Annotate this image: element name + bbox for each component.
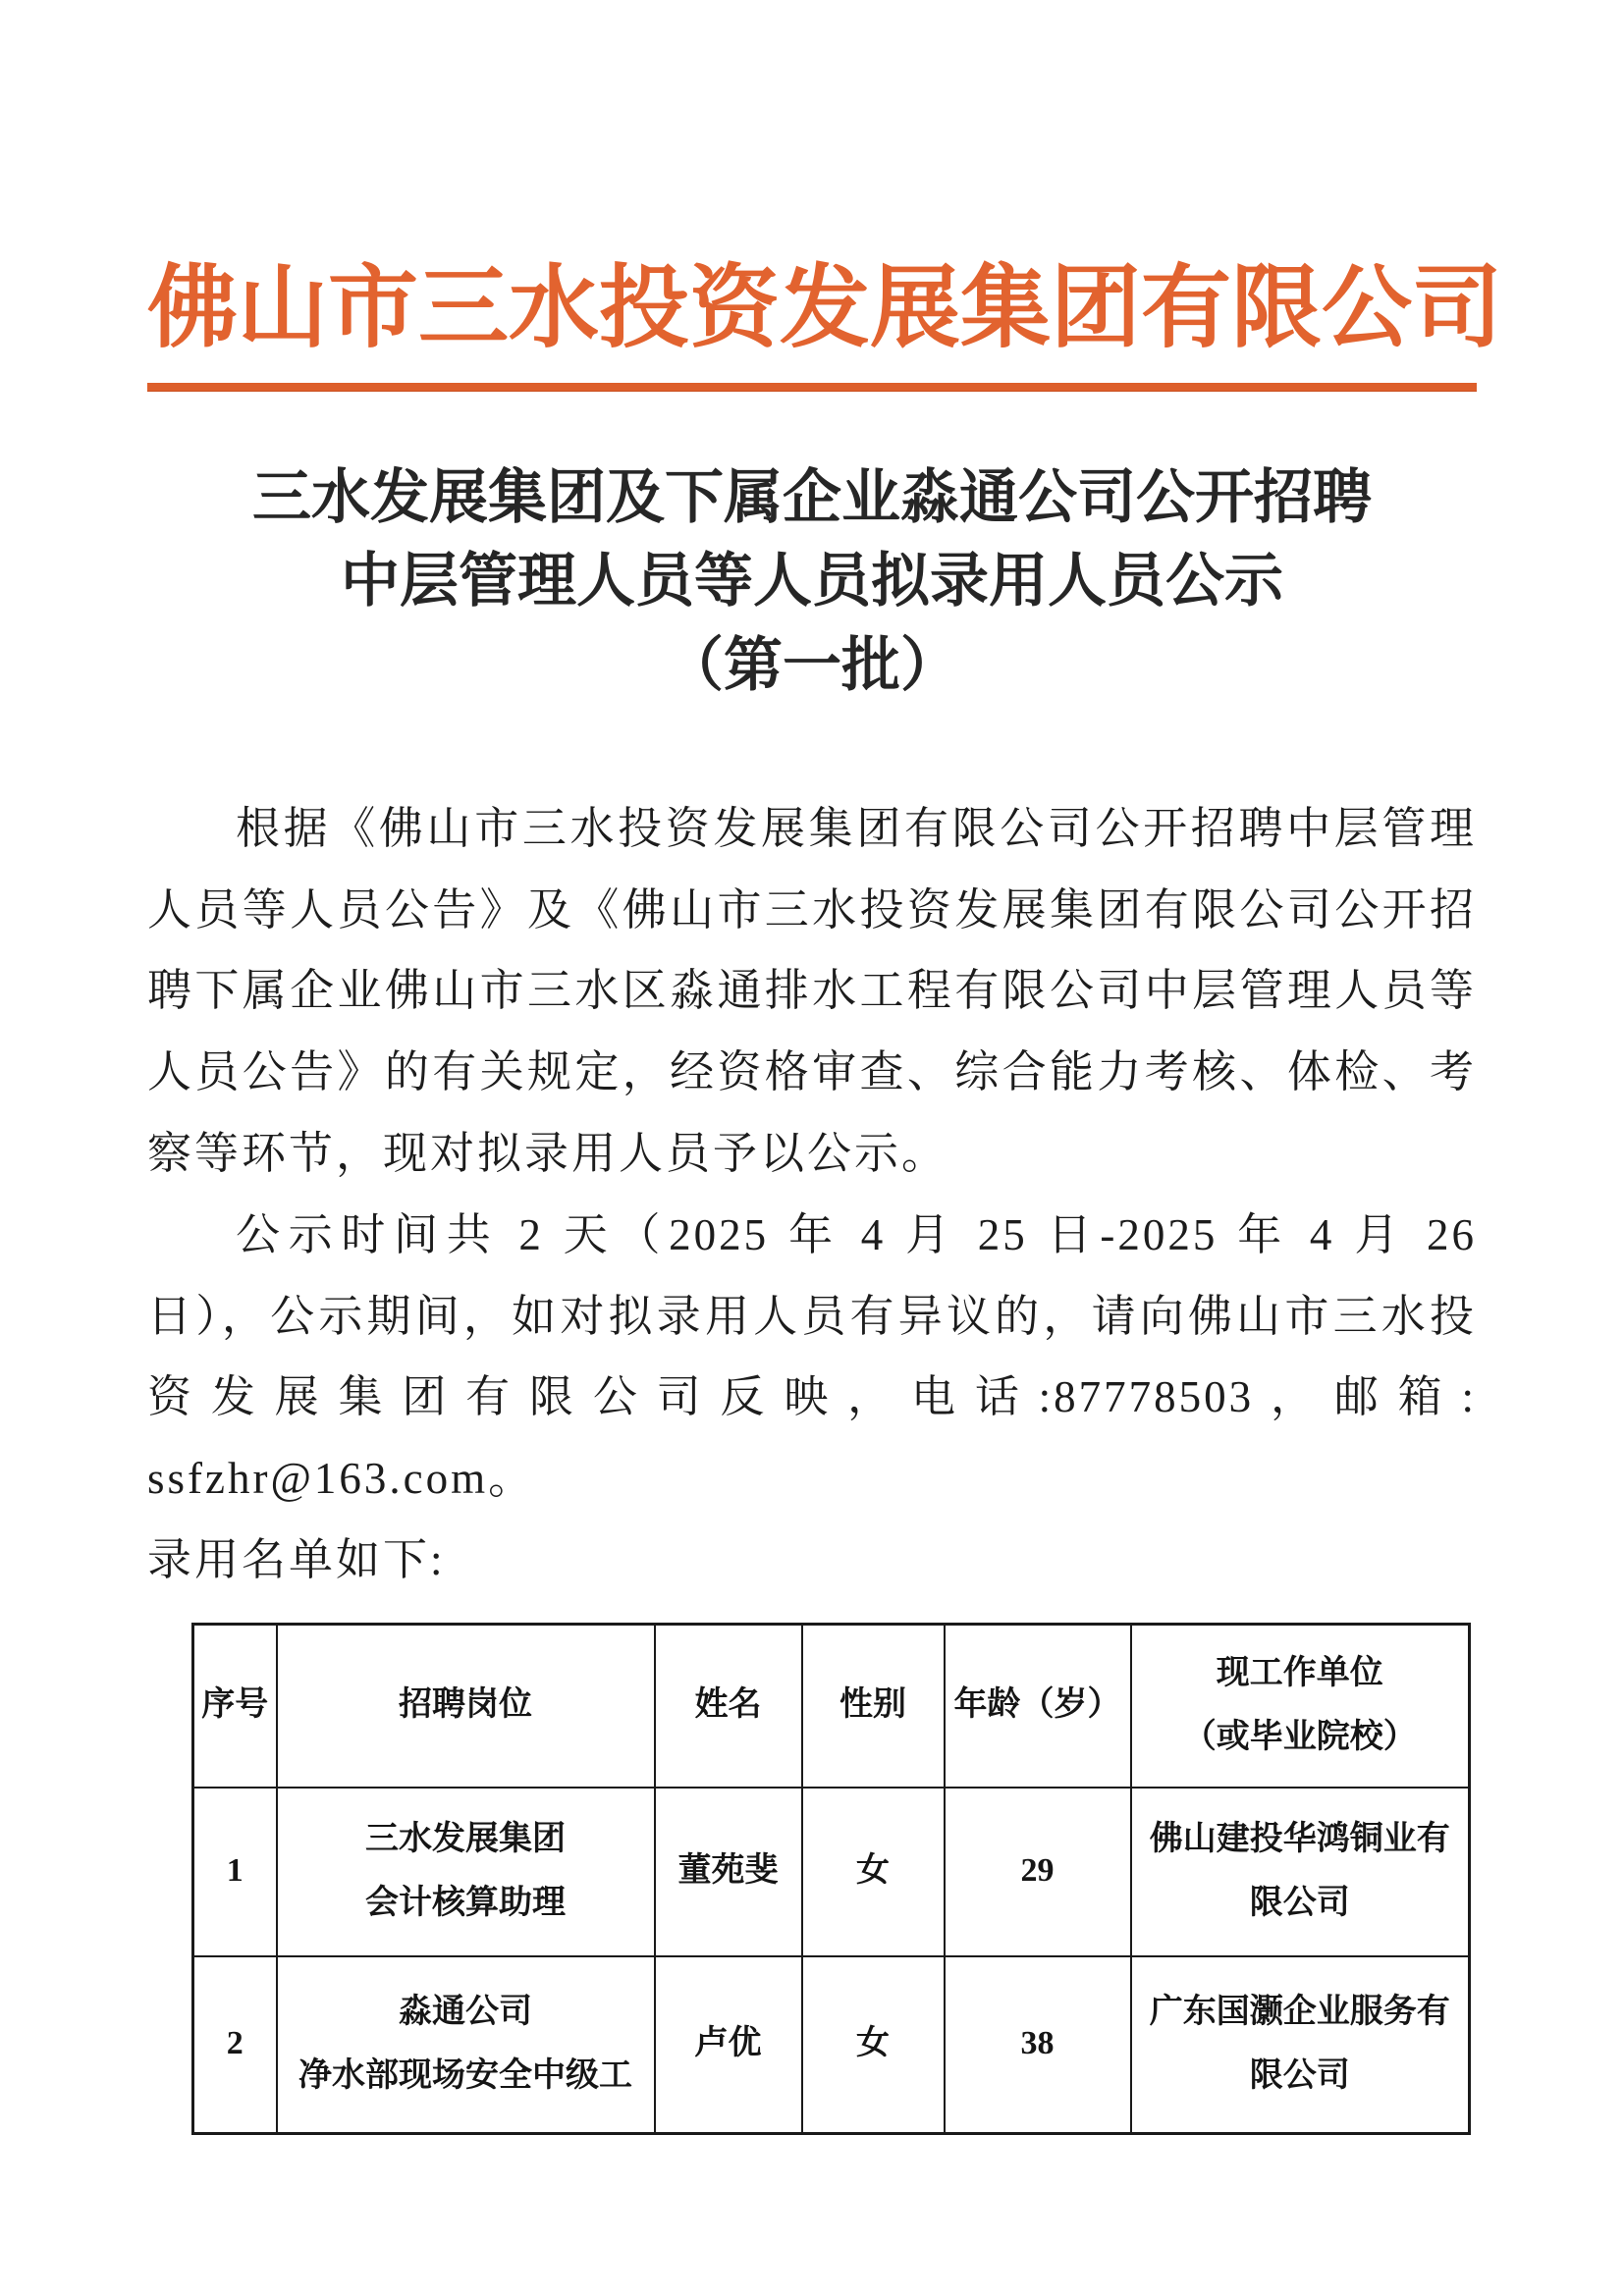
header-cell-name: 姓名 <box>655 1624 802 1788</box>
document-body <box>147 788 1477 1601</box>
cell-no: 1 <box>193 1788 277 1956</box>
title-line-3: （第一批） <box>665 632 959 698</box>
cell-position-line1: 三水发展集团 <box>365 1821 566 1858</box>
cell-name: 董苑斐 <box>655 1788 802 1956</box>
cell-position-line1: 淼通公司 <box>399 1994 532 2031</box>
cell-age: 38 <box>945 1956 1131 2134</box>
header-cell-gender: 性别 <box>802 1624 945 1788</box>
header-cell-employer-line1: 现工作单位 <box>1216 1655 1383 1692</box>
table-header-row <box>193 1624 1470 1788</box>
hired-candidates-table <box>191 1623 1471 2135</box>
header-cell-employer <box>1131 1624 1470 1788</box>
table-row <box>193 1956 1470 2134</box>
title-line-2: 中层管理人员等人员拟录用人员公示 <box>341 549 1283 614</box>
cell-age: 29 <box>945 1788 1131 1956</box>
header-cell-age: 年龄（岁） <box>945 1624 1131 1788</box>
header-cell-no: 序号 <box>193 1624 277 1788</box>
cell-gender: 女 <box>802 1788 945 1956</box>
paragraph-publicity-period: 公示时间共 2 天（2025 年 4 月 25 日-2025 年 4 月 26 日），公示期间，如对拟录用人员有异议的，请向佛山市三水投资发展集团有限公司反映，电话:87778503，邮箱: ssfzhr@163.com。 <box>147 1209 1477 1504</box>
cell-employer: 佛山建投华鸿铜业有限公司 <box>1131 1788 1470 1956</box>
letterhead-company-name: 佛山市三水投资发展集团有限公司 <box>147 258 1503 358</box>
document-title <box>147 456 1477 708</box>
cell-employer: 广东国灏企业服务有限公司 <box>1131 1956 1470 2134</box>
cell-gender: 女 <box>802 1956 945 2134</box>
cell-position-line2: 净水部现场安全中级工 <box>298 2056 632 2094</box>
cell-position <box>277 1956 655 2134</box>
letterhead-divider <box>147 383 1477 392</box>
cell-position-line2: 会计核算助理 <box>365 1884 566 1921</box>
cell-no: 2 <box>193 1956 277 2134</box>
cell-name: 卢优 <box>655 1956 802 2134</box>
paragraph-basis: 根据《佛山市三水投资发展集团有限公司公开招聘中层管理人员等人员公告》及《佛山市三水投资发展集团有限公司公开招聘下属企业佛山市三水区淼通排水工程有限公司中层管理人员等人员公告》的有关规定，经资格审查、综合能力考核、体检、考察等环节，现对拟录用人员予以公示。 <box>147 803 1477 1178</box>
paragraph-roster-intro: 录用名单如下: <box>147 1534 446 1584</box>
title-line-1: 三水发展集团及下属企业淼通公司公开招聘 <box>252 465 1372 531</box>
cell-position <box>277 1788 655 1956</box>
header-cell-position: 招聘岗位 <box>277 1624 655 1788</box>
header-cell-employer-line2: （或毕业院校） <box>1182 1718 1417 1755</box>
table-row <box>193 1788 1470 1956</box>
page-content <box>0 247 1624 2135</box>
